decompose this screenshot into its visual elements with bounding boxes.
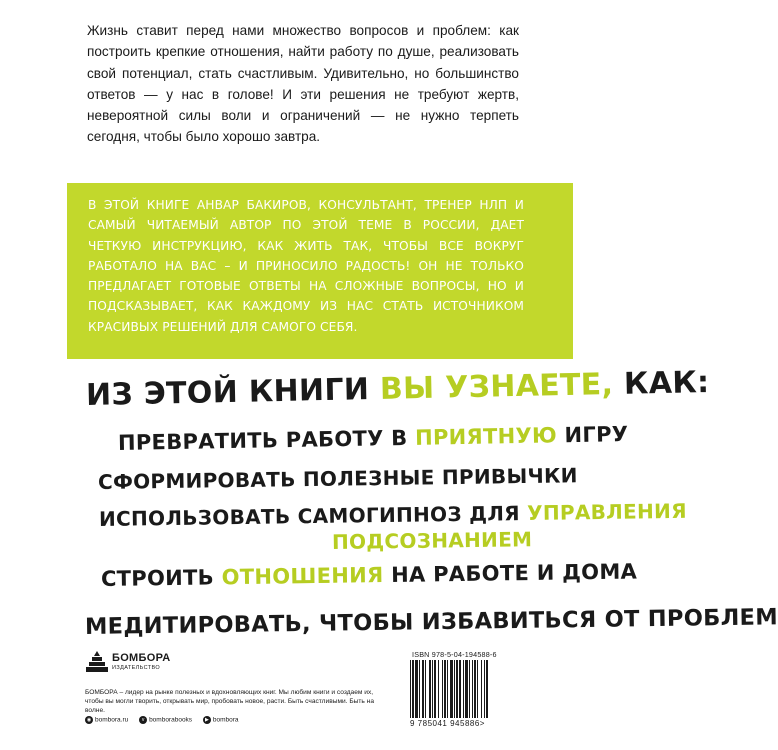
- vk-icon: v: [139, 716, 147, 724]
- barcode: [410, 660, 514, 718]
- link-label: bombora: [212, 716, 239, 724]
- learn-item-highlight: УПРАВЛЕНИЯ: [526, 498, 688, 526]
- learn-item-text: СТРОИТЬ: [100, 565, 222, 591]
- learn-item-text: НА РАБОТЕ И ДОМА: [383, 559, 638, 588]
- barcode-number: 9 785041 945886>: [410, 719, 485, 728]
- publisher-links: [85, 716, 248, 724]
- learn-item: [98, 463, 578, 494]
- learn-item: [101, 560, 637, 591]
- publisher-subtitle: ИЗДАТЕЛЬСТВО: [112, 665, 161, 671]
- learn-item: [118, 422, 629, 455]
- link-video[interactable]: [203, 716, 239, 724]
- learn-item-text: ПРЕВРАТИТЬ РАБОТУ В: [117, 425, 416, 455]
- learn-item: [85, 604, 778, 640]
- learn-item-text: МЕДИТИРОВАТЬ, ЧТОБЫ ИЗБАВИТЬСЯ ОТ ПРОБЛЕМ: [84, 604, 778, 640]
- web-icon: ◉: [86, 717, 92, 723]
- learn-title-part: КАК:: [612, 364, 710, 402]
- learn-item-text: ИГРУ: [556, 422, 629, 448]
- publisher-name: БОМБОРА: [112, 652, 171, 664]
- learn-item-highlight: ОТНОШЕНИЯ: [221, 563, 384, 590]
- learn-item-highlight: ПРИЯТНУЮ: [414, 423, 558, 450]
- learn-title: [86, 365, 710, 413]
- learn-title-highlight: ВЫ УЗНАЕТЕ,: [379, 366, 614, 407]
- learn-item-text: СФОРМИРОВАТЬ ПОЛЕЗНЫЕ ПРИВЫЧКИ: [97, 463, 578, 494]
- link-vk[interactable]: [139, 716, 192, 724]
- publisher-logo: [85, 650, 185, 674]
- highlight-paragraph: В ЭТОЙ КНИГЕ АНВАР БАКИРОВ, КОНСУЛЬТАНТ, ТРЕНЕР НЛП И САМЫЙ ЧИТАЕМЫЙ АВТОР ПО ЭТОЙ ТЕМЕ В РОССИИ, ДАЕТ ЧЕТКУЮ ИНСТРУКЦИЮ, КАК ЖИТЬ ТАК, ЧТОБЫ ВСЕ ВОКРУГ РАБОТАЛО НА ВАС – И ПРИНОСИЛО РАДОСТЬ! ОН НЕ ТОЛЬКО ПРЕДЛАГАЕТ ГОТОВЫЕ ОТВЕТЫ НА СЛОЖНЫЕ ВОПРОСЫ, НО И ПОДСКАЗЫВАЕТ, КАК КАЖДОМУ ИЗ НАС СТАТЬ ИСТОЧНИКОМ КРАСИВЫХ РЕШЕНИЙ ДЛЯ САМОГО СЕБЯ.: [88, 198, 524, 334]
- bombora-logo-icon: [85, 650, 109, 674]
- learn-item: [99, 499, 687, 531]
- publisher-description: БОМБОРА – лидер на рынке полезных и вдохновляющих книг. Мы любим книги и создаем их, чтобы вы могли творить, открывать мир, пробовать новое, расти. Быть счастливыми. Быть на волне.: [85, 689, 374, 714]
- link-label: bomborabooks: [149, 716, 193, 724]
- barcode-digits: 9 785041 945886: [410, 719, 480, 728]
- video-icon: ▶: [203, 716, 211, 724]
- isbn: ISBN 978-5-04-194588-6: [412, 650, 497, 659]
- intro-paragraph: Жизнь ставит перед нами множество вопросов и проблем: как построить крепкие отношения, найти работу по душе, реализовать свой потенциал, стать счастливым. Удивительно, но большинство ответов — у нас в голове! И эти решения не требуют жертв, невероятной силы воли и ограничений — не нужно терпеть сегодня, чтобы было хорошо завтра.: [87, 23, 519, 145]
- link-label: bombora.ru: [95, 716, 129, 724]
- learn-item-continuation: ПОДСОЗНАНИЕМ: [331, 527, 533, 554]
- learn-item-text: ИСПОЛЬЗОВАТЬ САМОГИПНОЗ ДЛЯ: [98, 501, 528, 531]
- link-website[interactable]: [85, 716, 128, 724]
- learn-title-part: ИЗ ЭТОЙ КНИГИ: [85, 371, 381, 413]
